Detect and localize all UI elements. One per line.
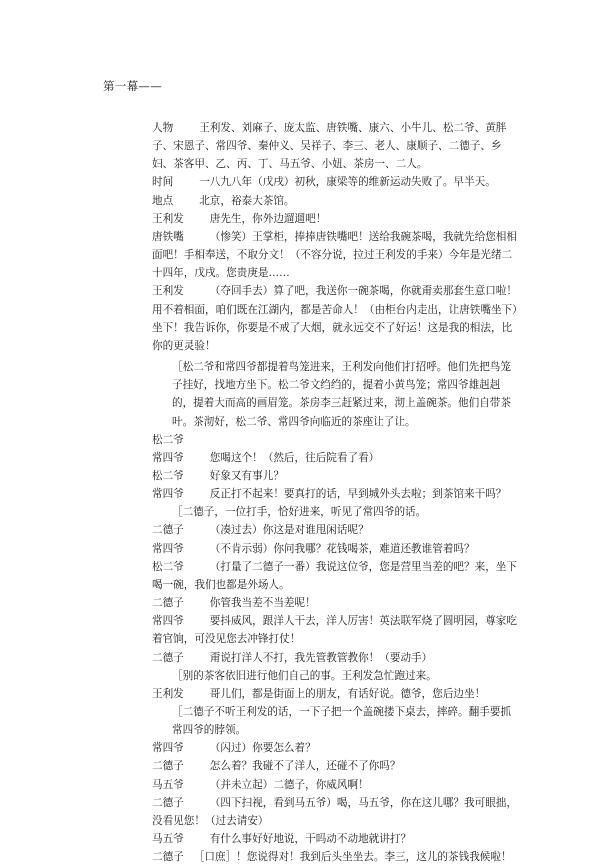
speech: 要抖威风，跟洋人干去，洋人厉害！英法联军烧了圆明园，尊家吃着官饷，可没见您去冲锋打仗！ xyxy=(152,615,517,646)
dialogue-line xyxy=(152,228,520,282)
speaker: 马五爷 xyxy=(152,833,184,846)
speaker: 常四爷 xyxy=(152,542,184,555)
stage-direction: ［二德子不听王利发的话，一下子把一个盖碗搂下桌去，摔碎。翻手要抓常四爷的脖领。 xyxy=(172,706,511,737)
dialogue-line xyxy=(152,282,520,355)
stage-direction: ［别的茶客依旧进行他们自己的事。王利发急忙跑过来。 xyxy=(172,669,437,682)
speaker: 常四爷 xyxy=(152,488,184,501)
time-label: 时间 xyxy=(152,176,174,189)
speaker: 二德子 xyxy=(152,597,184,610)
speech: （并未立起）二德子，你威风啊！ xyxy=(209,778,369,791)
dialogue-line xyxy=(152,685,520,703)
place-text: 北京，裕泰大茶馆。 xyxy=(199,194,295,207)
dialogue-line xyxy=(152,521,520,539)
speech: （闪过）你要怎么着？ xyxy=(209,742,316,755)
speech: 哥儿们，都是街面上的朋友，有话好说。德爷，您后边坐！ xyxy=(209,687,486,700)
dialogue-line xyxy=(152,649,520,667)
speaker: 马五爷 xyxy=(152,778,184,791)
dialogue-line xyxy=(152,848,520,866)
speaker: 二德子 xyxy=(152,760,184,773)
dialogue-line xyxy=(152,210,520,228)
speech: 甭说打洋人不打，我先管教管教你！（要动手） xyxy=(209,651,433,664)
stage-direction: ［二德子，一位打手，恰好进来，听见了常四爷的话。 xyxy=(172,506,427,519)
speaker: 王利发 xyxy=(152,687,184,700)
dialogue-line xyxy=(152,757,520,775)
speaker: 王利发 xyxy=(152,285,184,298)
dialogue-line xyxy=(152,739,520,757)
dialogue-line xyxy=(152,558,520,594)
speech: 您喝这个！（然后，往后院看了看） xyxy=(209,451,380,464)
act-heading: 第一幕—— xyxy=(103,79,162,93)
speech: 反正打不起来！要真打的话，早到城外头去啦；到茶馆来干吗？ xyxy=(209,488,507,501)
speech: 唐先生，你外边遛遛吧！ xyxy=(209,212,327,225)
speaker: 二德子 xyxy=(152,851,184,864)
speaker: 唐铁嘴 xyxy=(152,230,184,243)
dialogue-line xyxy=(152,431,520,449)
speech: 你管我当差不当差呢！ xyxy=(209,597,316,610)
speaker: 松二爷 xyxy=(152,469,184,482)
script-body xyxy=(152,119,520,866)
cast-text: 王利发、刘麻子、庞太监、唐铁嘴、康六、小牛儿、松二爷、黄胖子、宋恩子、常四爷、秦仲义、吴祥子、李三、老人、康顺子、二德子、乡妇、茶客甲、乙、丙、丁、马五爷、小妞、茶房一、二人。 xyxy=(152,122,507,171)
time-text: 一八九八年（戊戌）初秋，康梁等的维新运动失败了。早半天。 xyxy=(199,176,496,189)
speaker: 王利发 xyxy=(152,212,184,225)
time-line xyxy=(152,173,520,191)
speech: （凑过去）你这是对谁甩闲话呢？ xyxy=(209,524,369,537)
speaker: 二德子 xyxy=(152,796,184,809)
speech: 好象又有事儿？ xyxy=(209,469,284,482)
speech: （惨笑）王掌柜，捧捧唐铁嘴吧！送给我碗茶喝，我就先给您相相面吧！手相奉送，不取分文！（不容分说，拉过王利发的手来）今年是光绪二十四年，戊戌。您贵庚是…… xyxy=(152,230,517,280)
speech: ［口庶］！您说得对！我到后头坐坐去。李三，这儿的茶钱我候啦！ xyxy=(193,851,512,864)
cast-line xyxy=(152,119,520,173)
speaker: 二德子 xyxy=(152,524,184,537)
speaker: 常四爷 xyxy=(152,742,184,755)
dialogue-line xyxy=(152,612,520,648)
speaker: 常四爷 xyxy=(152,451,184,464)
dialogue-line xyxy=(152,449,520,467)
dialogue-line xyxy=(152,485,520,503)
place-label: 地点 xyxy=(152,194,174,207)
speech: （夺回手去）算了吧，我送你一碗茶喝，你就甭卖那套生意口啦！用不着相面，咱们既在江湖内，都是苦命人！（由柜台内走出，让唐铁嘴坐下）坐下！我告诉你，你要是不戒了大烟，就永远交不了好运！这是我的相法，比你的更灵验！ xyxy=(152,285,518,352)
dialogue-line xyxy=(152,467,520,485)
speech: 有什么事好好地说，干吗动不动地就讲打？ xyxy=(209,833,412,846)
speech: 怎么着？我碰不了洋人，还碰不了你吗？ xyxy=(209,760,401,773)
dialogue-line xyxy=(152,776,520,794)
dialogue-line xyxy=(152,830,520,848)
speech: （打量了二德子一番）我说这位爷，您是营里当差的吧？来，坐下喝一碗，我们也都是外场人。 xyxy=(152,560,517,591)
dialogue-line xyxy=(152,540,520,558)
dialogue-line xyxy=(152,594,520,612)
speaker: 松二爷 xyxy=(152,560,184,573)
dialogue-line xyxy=(152,794,520,830)
speaker: 松二爷 xyxy=(152,433,184,446)
speech: （不肯示弱）你问我哪？花钱喝茶，难道还教谁管着吗？ xyxy=(209,542,475,555)
speech: （四下扫视，看到马五爷）喝，马五爷，你在这儿哪？我可眼拙，没看见您！（过去请安） xyxy=(152,796,517,827)
speaker: 二德子 xyxy=(152,651,184,664)
place-line xyxy=(152,192,520,210)
stage-direction: ［松二爷和常四爷都提着鸟笼进来，王利发向他们打招呼。他们先把鸟笼子挂好，找地方坐下。松二爷文绉绉的，提着小黄鸟笼；常四爷雄赳赳的，提着大而高的画眉笼。茶房李三赶紧过来，沏上盖碗茶。他们自带茶叶。茶沏好，松二爷、常四爷向临近的茶座让了让。 xyxy=(172,361,511,428)
speaker: 常四爷 xyxy=(152,615,184,628)
cast-label: 人物 xyxy=(152,122,174,134)
